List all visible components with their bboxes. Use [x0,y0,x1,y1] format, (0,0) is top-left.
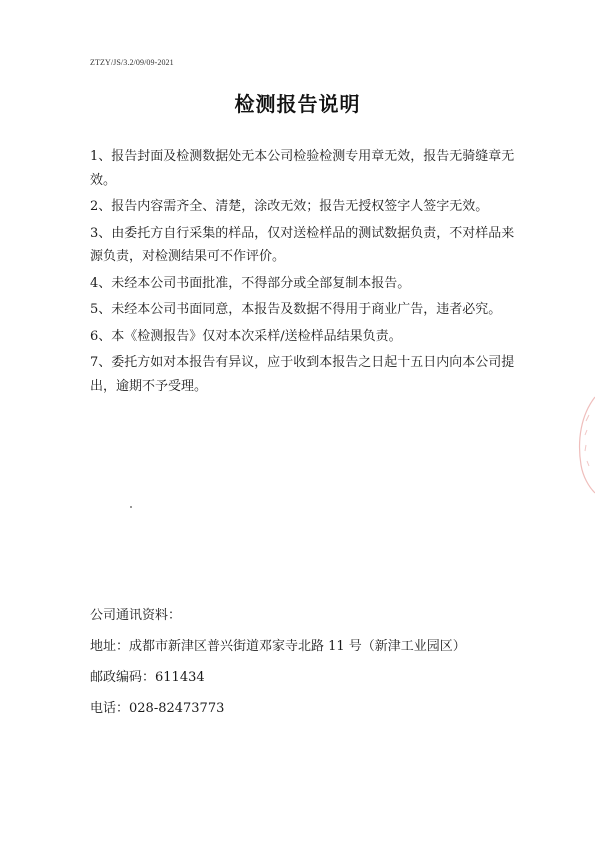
seal-edge-mark [567,395,595,495]
note-item: 5、未经本公司书面同意，本报告及数据不得用于商业广告，违者必究。 [90,302,502,317]
contact-block [90,600,466,724]
page-title: 检测报告说明 [234,92,361,116]
document-code: ZTZY/JS/3.2/09/09-2021 [90,58,174,67]
note-item: 7、委托方如对本报告有异议，应于收到本报告之日起十五日内向本公司提出，逾期不予受理。 [90,355,515,394]
note-item: 3、由委托方自行采集的样品，仅对送检样品的测试数据负责，不对样品来源负责，对检测结果可不作评价。 [90,225,515,264]
note-item: 2、报告内容需齐全、清楚，涂改无效；报告无授权签字人签字无效。 [90,199,489,214]
contact-phone: 电话：028-82473773 [90,701,225,716]
note-item: 4、未经本公司书面批准，不得部分或全部复制本报告。 [90,275,411,291]
note-item: 6、本《检测报告》仅对本次采样/送检样品结果负责。 [90,328,402,344]
scan-speck [130,506,132,508]
contact-heading: 公司通讯资料： [90,608,182,623]
note-item: 1、报告封面及检测数据处无本公司检验检测专用章无效，报告无骑缝章无效。 [90,149,515,188]
notes-list [90,145,520,401]
contact-address: 地址：成都市新津区普兴街道邓家寺北路 11 号（新津工业园区） [90,639,466,654]
contact-postcode: 邮政编码：611434 [90,670,205,685]
